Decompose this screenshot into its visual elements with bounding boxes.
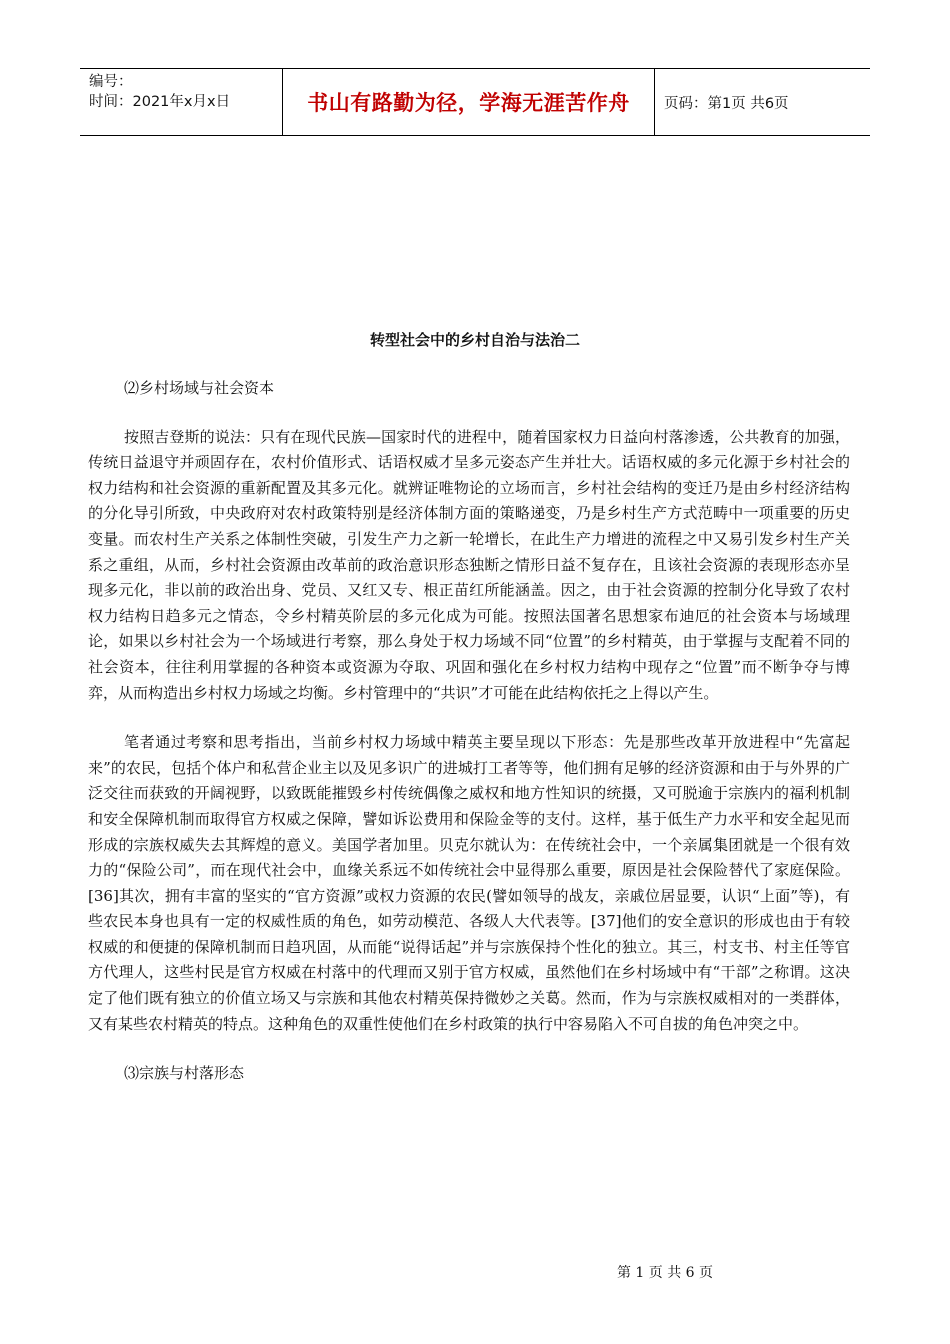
section-heading-2: ⑵乡村场域与社会资本 [124,379,275,397]
header-number-label: 编号： [89,74,133,90]
header-page-info: 页码：第1页 共6页 [664,95,789,112]
document-title: 转型社会中的乡村自治与法治二 [369,331,580,349]
section-heading-3: ⑶宗族与村落形态 [124,1064,245,1083]
body-paragraph-2: 笔者通过考察和思考指出，当前乡村权力场域中精英主要呈现以下形态：先是那些改革开放进程中“先富起来”的农民，包括个体户和私营企业主以及见多识广的进城打工者等等，他们拥有足够的经济资源和由于与外界的广泛交往而获致的开阔视野，以致既能摧毁乡村传统偶像之威权和地方性知识的统摄，又可脱逾于宗族内的福利机制和安全保障机制而取得官方权威之保障，譬如诉讼费用和保险金等的支付。这样，基于低生产力水平和安全起见而形成的宗族权威失去其辉煌的意义。美国学者加里。贝克尔就认为：在传统社会中，一个亲属集团就是一个很有效力的“保险公司”，而在现代社会中，血缘关系远不如传统社会中显得那么重要，原因是社会保险替代了家庭保险。[36]其次，拥有丰富的坚实的“官方资源”或权力资源的农民(譬如领导的战友，亲戚位居显要，认识“上面”等)，有些农民本身也具有一定的权威性质的角色，如劳动模范、各级人大代表等。[37]他们的安全意识的形成也由于有较权威的和便捷的保障机制而日趋巩固，从而能“说得话起”并与宗族保持个性化的独立。其三，村支书、村主任等官方代理人，这些村民是官方权威在村落中的代理而又别于官方权威，虽然他们在乡村场域中有“干部”之称谓。这决定了他们既有独立的价值立场又与宗族和其他农村精英保持微妙之关葛。然而，作为与宗族权威相对的一类群体，又有某些农村精英的特点。这种角色的双重性使他们在乡村政策的执行中容易陷入不可自拔的角色冲突之中。 [88,733,850,1033]
header-time-label: 时间：2021年x月x日 [89,94,231,110]
document-body [88,376,850,1087]
header-motto: 书山有路勤为径，学海无涯苦作舟 [282,69,655,135]
header-meta [80,69,282,135]
document-header [80,68,870,136]
page-footer: 第 1 页 共 6 页 [616,1265,714,1281]
body-paragraph-1: 按照吉登斯的说法：只有在现代民族—国家时代的进程中，随着国家权力日益向村落渗透，公共教育的加强，传统日益退守并顽固存在，农村价值形式、话语权威才呈多元姿态产生并壮大。话语权威的多元化源于乡村社会的权力结构和社会资源的重新配置及其多元化。就辨证唯物论的立场而言，乡村社会结构的变迁乃是由乡村经济结构的分化导引所致，中央政府对农村政策特别是经济体制方面的策略递变，乃是乡村生产方式范畴中一项重要的历史变量。而农村生产关系之体制性突破，引发生产力之新一轮增长，在此生产力增进的流程之中又易引发乡村生产关系之重组，从而，乡村社会资源由改革前的政治意识形态独断之情形日益不复存在，且该社会资源的表现形态亦呈现多元化，非以前的政治出身、党员、又红又专、根正苗红所能涵盖。因之，由于社会资源的控制分化导致了农村权力结构日趋多元之情态，令乡村精英阶层的多元化成为可能。按照法国著名思想家布迪厄的社会资本与场域理论，如果以乡村社会为一个场域进行考察，那么身处于权力场域不同“位置”的乡村精英，由于掌握与支配着不同的社会资本，往往利用掌握的各种资本或资源为夺取、巩固和强化在乡村权力结构中现存之“位置”而不断争夺与博弈，从而构造出乡村权力场域之均衡。乡村管理中的“共识”才可能在此结构依托之上得以产生。 [88,427,850,702]
